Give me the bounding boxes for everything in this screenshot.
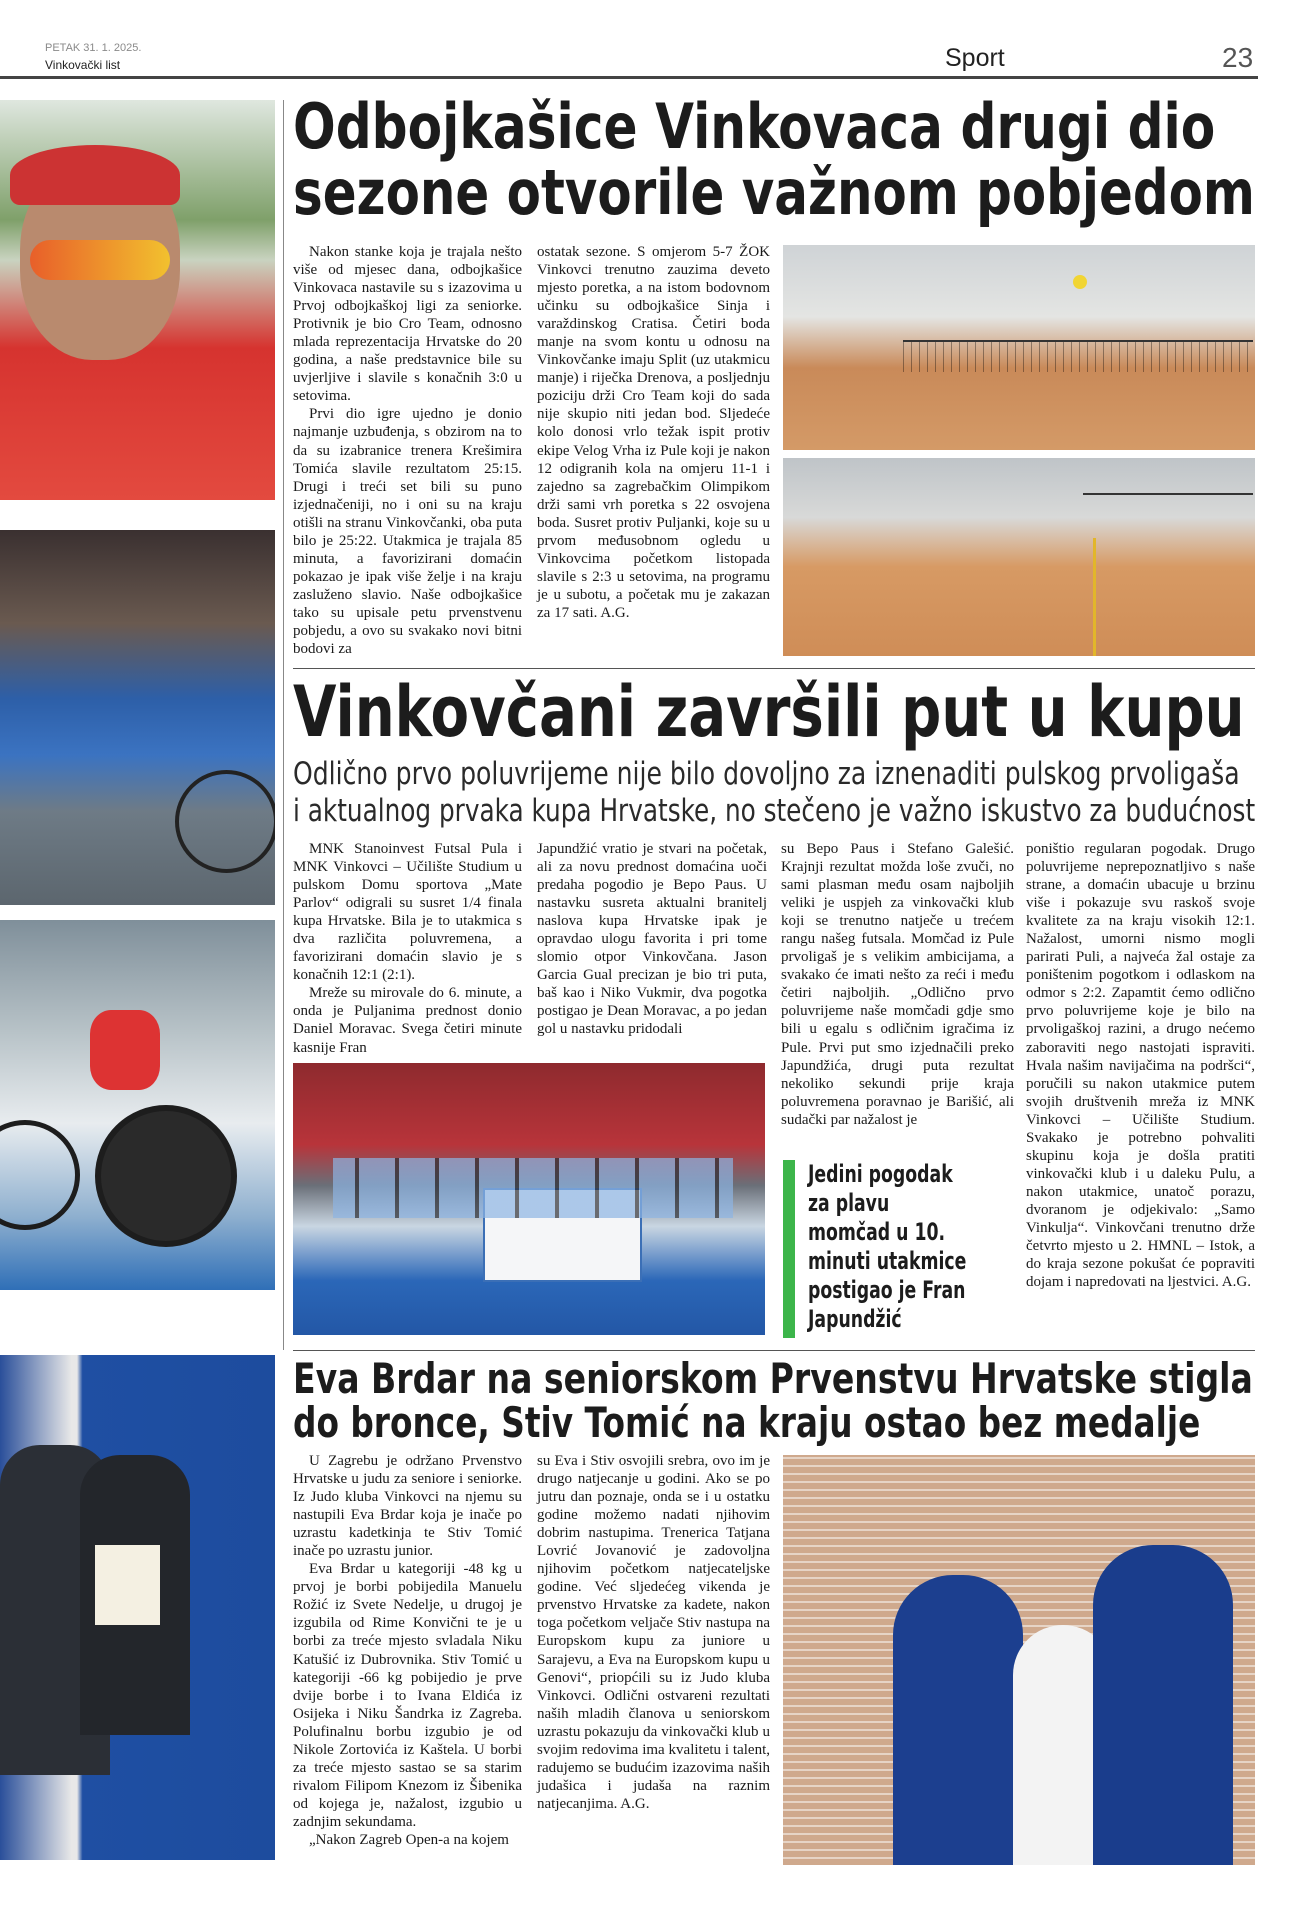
pull-quote-line: Japundžić (808, 1305, 902, 1333)
paragraph: Eva Brdar u kategoriji -48 kg u prvoj je borbi pobijedila Manuelu Rožić iz Svete Nedelje, u drugoj je izgubila od Rime Konvični te je u borbi za treće mjesto svladala Niku Katušić iz Dubrovnika. Stiv Tomić u kategoriji -66 kg pobijedio je prve dvije borbe i to Ivana Eldića iz Osijeka i Niku Šandrka iz Zagreba. Polufinalnu borbu izgubio je od Nikole Zortovića iz Kaštela. U borbi za treće mjesto sastao se sa starim rivalom Filipom Knezom iz Šibenika od kojega je, nažalost, izgubio u zadnjim sekundama. (293, 1561, 522, 1830)
photo-futsal-team (293, 1063, 765, 1335)
pull-quote (783, 1160, 1018, 1338)
paragraph: Nakon stanke koja je trajala nešto više od mjesec dana, odbojkašice Vinkovaca nastavile su s izazovima u Prvoj odbojkaškoj ligi za seniorke. Protivnik je bio Cro Team, odnosno mlada reprezentacija Hrvatske do 20 godina, a naše predstavnice bile su uvjerljive i slavile s konačnih 3:0 u setovima. (293, 244, 522, 405)
paragraph: Mreže su mirovale do 6. minute, a onda je Puljanima prednost donio Daniel Moravac. Svega četiri minute kasnije Fran (293, 985, 522, 1056)
header-rule (0, 76, 1258, 79)
paragraph: Prvi dio igre ujedno je donio najmanje uzbuđenja, s obzirom na to da su izabranice trenera Krešimira Tomića slavile rezultatom 25:15. Drugi i treći set bili su puno izjednačeniji, no i oni su na kraju otišli na stranu Vinkovčanki, oba puta bilo je 25:22. Utakmica je trajala 85 minuta, a favorizirani domaćin pokazao je ipak više želje i na kraju zasluženo slavio. Naše odbojkašice tako su upisale petu prvenstvenu pobjedu, a ovo su svakako novi bitni bodovi za (293, 406, 522, 658)
paragraph: Japundžić vratio je stvari na početak, ali za novu prednost domaćina uoči predaha pogodio je Bepo Paus. U nastavku susreta aktualni branitelj naslova kupa Hrvatske ipak je opravdao ulogu favorita i pri tome slomio otpor Vinkovčana. Jason Garcia Gual precizan je bio tri puta, baš kao i Niko Vukmir, dva pogotka postigao je Dean Moravac, a po jedan gol u nastavku pridodali (537, 841, 767, 1038)
article3-headline-line1: Eva Brdar na seniorskom Prvenstvu Hrvatske stigla (293, 1354, 1253, 1403)
pull-quote-line: momčad u 10. (808, 1218, 946, 1246)
paragraph: su Bepo Paus i Stefano Galešić. Krajnji rezultat možda loše zvuči, no sami plasman među osam najboljih veliki je uspjeh za vinkovački klub koji se trenutno natječe u trećem rangu našeg futsala. Momčad iz Pule prvoligaš je s velikim ambicijama, a svakako će imati nešto za reći i među četiri najboljih. „Odlično prvo poluvrijeme naše momčadi gdje smo bili u egalu s odličnim igračima iz Pule. Prvi put smo izjednačili preko Japundžića, drugi puta rezultat nekoliko sekundi prije kraja poluvremena poravnao je Barišić, ali sudački par nažalost je (781, 841, 1014, 1128)
newspaper-name: Vinkovački list (45, 58, 121, 72)
issue-date: PETAK 31. 1. 2025. (45, 42, 142, 54)
paragraph: U Zagrebu je održano Prvenstvo Hrvatske u judu za seniore i seniorke. Iz Judo kluba Vinkovci na njemu su nastupili Eva Brdar koja je inače po uzrastu kadetkinja te Stiv Tomić inače po uzrastu junior. (293, 1453, 522, 1560)
photo-judo-medalists (783, 1455, 1255, 1865)
paragraph: su Eva i Stiv osvojili srebra, ovo im je drugo natjecanje u godini. Ako se po jutru dan poznaje, onda se i u ostatku godine možemo nadati njihovim dobrim nastupima. Trenerica Tatjana Lovrić Jovanović je zadovoljna njihovim početkom natjecateljske godine. Već sljedećeg vikenda je prvenstvo Hrvatske za kadete, nakon toga početkom veljače Stiv nastupa na Europskom kupu za juniore u Sarajevu, a Eva na Europskom kupu u Genovi“, priopćili su iz Judo kluba Vinkovci. Odlični ostvareni rezultati naših mladih članova u seniorskom uzrastu pokazuju da vinkovački klub u svojim redovima ima kvalitetu i talent, radujemo se budućim izazovima naših judašica i judaša na raznim natjecanjima. A.G. (537, 1453, 770, 1812)
article2-column1 (293, 840, 522, 1057)
photo-cyclist-track (0, 530, 275, 905)
photo-volleyball-net (783, 245, 1255, 450)
column-divider (283, 100, 284, 1350)
photo-cyclist-selfie (0, 100, 275, 500)
photo-cyclist-time-trial (0, 920, 275, 1290)
article-divider (293, 668, 1255, 669)
section-title: Sport (945, 44, 1005, 72)
pull-quote-line: za plavu (808, 1189, 890, 1217)
paragraph: poništio regularan pogodak. Drugo poluvrijeme neprepoznatljivo s naše strane, a domaćin ubacuje u brzinu više i pokazuje svu raskoš svoje kvalitete za na kraju visokih 12:1. Nažalost, umorni nismo mogli parirati Puli, a najveća žal ostaje za poništenim pogotkom i odlaskom na odmor s 2:2. Zapamtit ćemo odlično prvo poluvrijeme koje je bilo na prvoligaškoj razini, a drugo nećemo zaboraviti nego nastojati ispraviti. Hvala našim navijačima na podršci“, poručili su nakon utakmice putem svojih društvenih mreža iz MNK Vinkovci – Učilište Studium. Svakako je potrebno pohvaliti skupinu koja je došla pratiti vinkovački klub i u daleku Pulu, a nakon utakmice, unatoč porazu, dvoranom je odjekivalo: „Samo Vinkulja“. Vinkovčani trenutno drže četvrto mjesto u 2. HMNL – Istok, a do kraja sezone pokušat će popraviti dojam i napredovati na ljestvici. A.G. (1026, 841, 1255, 1291)
article2-subtitle-line1: Odlično prvo poluvrijeme nije bilo dovoljno za iznenaditi pulskog prvoligaša (293, 756, 1240, 792)
article3-column2 (537, 1452, 770, 1813)
article2-headline: Vinkovčani završili put u kupu (293, 671, 1245, 753)
pull-quote-line: Jedini pogodak (808, 1160, 953, 1188)
page-number: 23 (1222, 42, 1254, 73)
article-divider (293, 1350, 1255, 1351)
paragraph: MNK Stanoinvest Futsal Pula i MNK Vinkovci – Učilište Studium u pulskom Domu sportova „Mate Parlov“ odigrali su susret 1/4 finala kupa Hrvatske. Bila je to utakmica s dva različita poluvremena, a favorizirani domaćin slavio je s konačnih 12:1 (2:1). (293, 841, 522, 984)
article3-headline-line2: do bronce, Stiv Tomić na kraju ostao bez medalje (293, 1398, 1201, 1447)
pull-quote-accent-bar (783, 1160, 795, 1338)
article2-column3 (781, 840, 1014, 1129)
paragraph: „Nakon Zagreb Open-a na kojem (309, 1831, 509, 1848)
article2-column4 (1026, 840, 1255, 1291)
paragraph: ostatak sezone. S omjerom 5-7 ŽOK Vinkovci trenutno zauzima deveto mjesto poretka, a na istom bodovnom učinku su odbojkašice Sinja i varaždinskog Cratisa. Četiri boda manje na svom kontu u odnosu na Vinkovčanke imaju Split (uz utakmicu manje) i riječka Drenova, a posljednju poziciju drži Cro Team koji do sada nije skupio niti jedan bod. Sljedeće kolo donosi vrlo težak ispit protiv ekipe Velog Vrha iz Pule koji je nakon 12 odigranih kola na omjeru 11-1 i zajedno sa zagrebačkim Olimpikom drži sami vrh poretka s 22 osvojena boda. Susret protiv Puljanki, koje su u prvom međusobnom ogledu u Vinkovcima početkom listopada slavile s 2:3 u setovima, na programu je u subotu, a početak mu je zakazan za 17 sati. A.G. (537, 244, 770, 621)
pull-quote-line: minuti utakmice (808, 1247, 967, 1275)
photo-volleyball-rally (783, 458, 1255, 656)
article2-subtitle-line2: i aktualnog prvaka kupa Hrvatske, no stečeno je važno iskustvo za budućnost (293, 793, 1256, 829)
article1-headline-line2: sezone otvorile važnom pobjedom (293, 156, 1255, 229)
article1-headline-line1: Odbojkašice Vinkovaca drugi dio (293, 90, 1216, 163)
article2-column2 (537, 840, 767, 1039)
pull-quote-line: postigao je Fran (808, 1276, 966, 1304)
article1-column1 (293, 243, 522, 658)
article3-column1 (293, 1452, 522, 1849)
article1-column2 (537, 243, 770, 622)
photo-judo-award (0, 1355, 275, 1860)
